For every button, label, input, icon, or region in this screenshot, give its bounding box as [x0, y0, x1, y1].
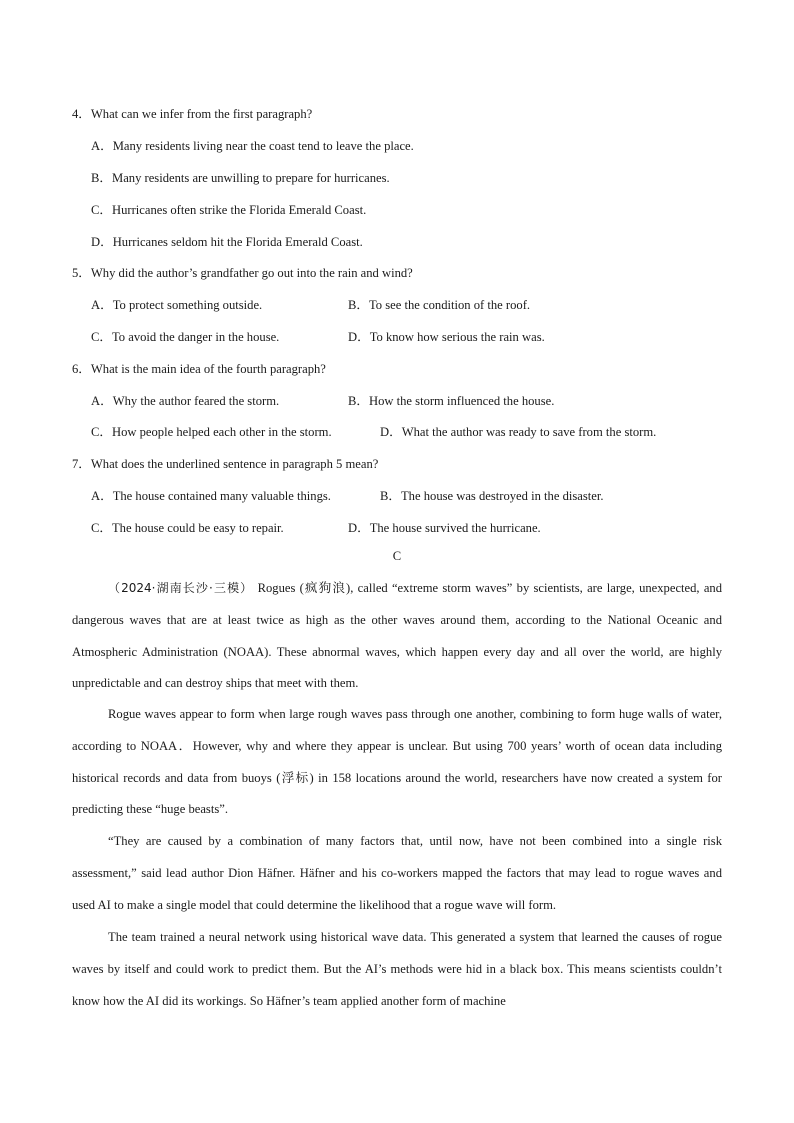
question-4-option-c: C．Hurricanes often strike the Florida Emerald Coast. [91, 203, 367, 217]
question-6-stem: 6．What is the main idea of the fourth paragraph? [72, 362, 326, 376]
question-5-option-d: D．To know how serious the rain was. [348, 330, 545, 344]
passage-paragraph-3: “They are caused by a combination of many factors that, until now, have not been combined into a single risk assessment,” said lead author Dion Häfner. Häfner and his co-workers mapped the factors that may lead to rogue waves and used AI to make a single model that could determine the likelihood that a rogue wave will form. [72, 834, 722, 912]
question-4-option-a: A．Many residents living near the coast tend to leave the place. [91, 139, 414, 153]
question-5-stem: 5．Why did the author’s grandfather go out into the rain and wind? [72, 266, 413, 280]
section-heading: C [392, 549, 402, 563]
question-5-option-b: B．To see the condition of the roof. [348, 298, 531, 312]
passage-paragraph-4: The team trained a neural network using historical wave data. This generated a system that learned the causes of rogue waves by itself and could work to predict them. But the AI’s methods were hid in a black box. This means scientists couldn’t know how the AI did its workings. So Häfner’s team applied another form of machine [72, 930, 722, 1008]
source-tag: （2024·湖南长沙·三模） [108, 581, 254, 595]
question-4-stem: 4．What can we infer from the first paragraph? [72, 107, 313, 121]
question-4-option-b: B．Many residents are unwilling to prepare for hurricanes. [91, 171, 390, 185]
question-7-stem: 7．What does the underlined sentence in paragraph 5 mean? [72, 457, 379, 471]
question-5-option-a: A．To protect something outside. [91, 298, 263, 312]
question-6-option-b: B．How the storm influenced the house. [348, 394, 555, 408]
question-6-option-d: D．What the author was ready to save from the storm. [380, 425, 657, 439]
paragraph-1-text: Rogues (疯狗浪), called “extreme storm waves” by scientists, are large, unexpected, and dangerous waves that are at least twice as high as the other waves around them, according to the National Oceanic and Atmospheric Administration (NOAA). These abnormal waves, which happen every day and all over the world, are highly unpredictable and can destroy ships that meet with them. [72, 581, 723, 691]
question-5-option-c: C．To avoid the danger in the house. [91, 330, 280, 344]
question-7-option-a: A．The house contained many valuable things. [91, 489, 331, 503]
passage-paragraph-2: Rogue waves appear to form when large rough waves pass through one another, combining to form huge walls of water, according to NOAA．However, why and where they appear is unclear. But using 700 years’ worth of ocean data including historical records and data from buoys (浮标) in 158 locations around the world, researchers have now created a system for predicting these “huge beasts”. [72, 707, 722, 817]
question-6-option-c: C．How people helped each other in the storm. [91, 425, 332, 439]
question-4-option-d: D．Hurricanes seldom hit the Florida Emerald Coast. [91, 235, 363, 249]
question-7-option-d: D．The house survived the hurricane. [348, 521, 541, 535]
question-6-option-a: A．Why the author feared the storm. [91, 394, 280, 408]
question-7-option-b: B．The house was destroyed in the disaster. [380, 489, 604, 503]
question-7-option-c: C．The house could be easy to repair. [91, 521, 284, 535]
passage-paragraph-1 [72, 573, 722, 700]
